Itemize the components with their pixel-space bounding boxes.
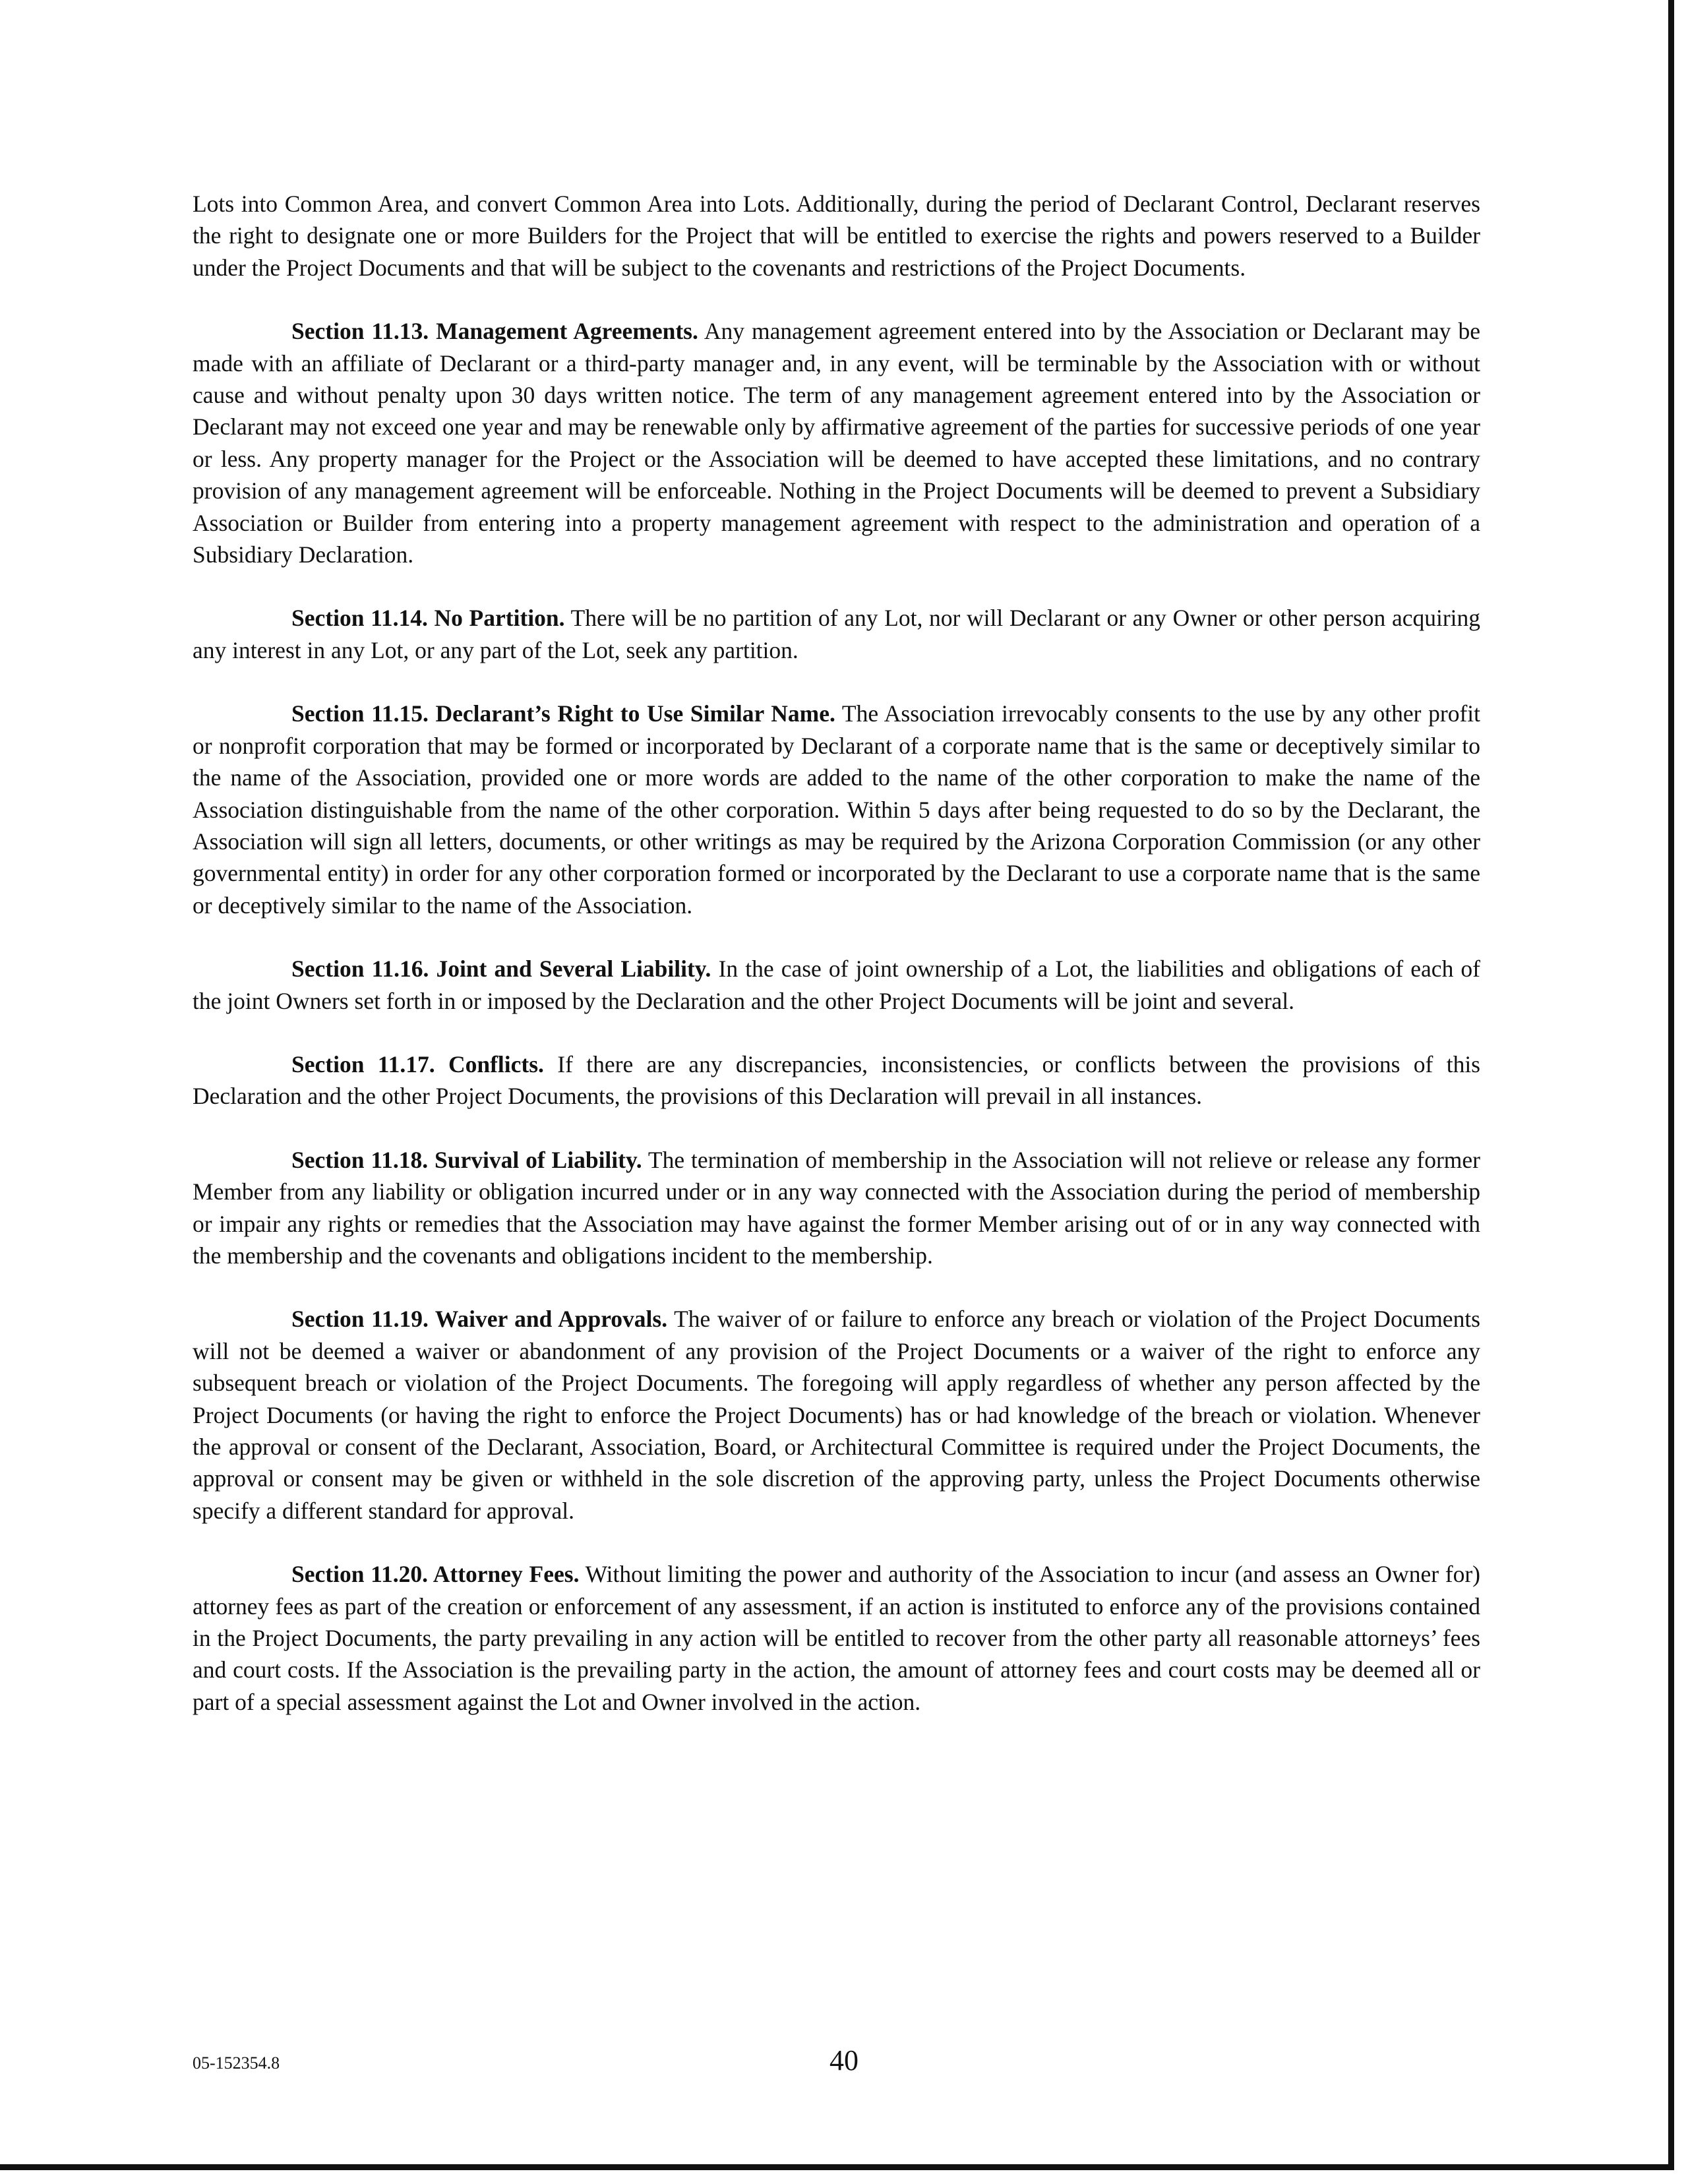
section-heading: Section 11.17. Conflicts. <box>291 1050 544 1077</box>
document-body <box>193 188 1480 1749</box>
section-text: Any management agreement entered into by the Association or Declarant may be made with an affiliate of Declarant or a third-party manager and, in any event, will be terminable by the Association with or without cause and without penalty upon 30 days written notice. The term of any management agreement entered into by the Association or Declarant may not exceed one year and may be renewable only by affirmative agreement of the parties for successive periods of one year or less. Any property manager for the Project or the Association will be deemed to have accepted these limitations, and no contrary provision of any management agreement will be enforceable. Nothing in the Project Documents will be deemed to prevent a Subsidiary Association or Builder from entering into a property management agreement with respect to the administration and operation of a Subsidiary Declaration. <box>193 318 1480 568</box>
section-text: There will be no partition of any Lot, nor will Declarant or any Owner or other person acquiring any interest in any Lot, or any part of the Lot, seek any partition. <box>193 605 1480 663</box>
section-heading: Section 11.20. Attorney Fees. <box>291 1561 580 1588</box>
page-number: 40 <box>829 2044 859 2077</box>
section-11-15 <box>193 698 1480 921</box>
section-text: Without limiting the power and authority of the Association to incur (and assess an Owner for) attorney fees as part of the creation or enforcement of any assessment, if an action is instituted to enforce any of the provisions contained in the Project Documents, the party prevailing in any action will be entitled to recover from the other party all reasonable attorneys’ fees and court costs. If the Association is the prevailing party in the action, the amount of attorney fees and court costs may be deemed all or part of a special assessment against the Lot and Owner involved in the action. <box>193 1561 1480 1715</box>
section-11-20 <box>193 1558 1480 1718</box>
section-text: The waiver of or failure to enforce any breach or violation of the Project Documents will not be deemed a waiver or abandonment of any provision of the Project Documents or a waiver of the right to enforce any subsequent breach or violation of the Project Documents. The foregoing will apply regardless of whether any person affected by the Project Documents (or having the right to enforce the Project Documents) has or had knowledge of the breach or violation. Whenever the approval or consent of the Declarant, Association, Board, or Architectural Committee is required under the Project Documents, the approval or consent may be given or withheld in the sole discretion of the approving party, unless the Project Documents otherwise specify a different standard for approval. <box>193 1306 1480 1524</box>
section-text: The termination of membership in the Association will not relieve or release any former Member from any liability or obligation incurred under or in any way connected with the Association during the period of membership or impair any rights or remedies that the Association may have against the former Member arising out of or in any way connected with the membership and the covenants and obligations incident to the membership. <box>193 1146 1480 1269</box>
section-11-18 <box>193 1144 1480 1272</box>
section-heading: Section 11.14. No Partition. <box>291 605 565 632</box>
section-11-16 <box>193 953 1480 1017</box>
section-heading: Section 11.15. Declarant’s Right to Use Similar Name. <box>291 700 835 727</box>
section-text: In the case of joint ownership of a Lot, the liabilities and obligations of each of the joint Owners set forth in or imposed by the Declaration and the other Project Documents will be joint and several. <box>193 956 1481 1014</box>
opening-paragraph: Lots into Common Area, and convert Common Area into Lots. Additionally, during the period of Declarant Control, Declarant reserves the right to designate one or more Builders for the Project that will be entitled to exercise the rights and powers reserved to a Builder under the Project Documents and that will be subject to the covenants and restrictions of the Project Documents. <box>193 191 1480 281</box>
section-text: If there are any discrepancies, inconsistencies, or conflicts between the provisions of this Declaration and the other Project Documents, the provisions of this Declaration will prevail in all instances. <box>193 1050 1480 1110</box>
document-code: 05-152354.8 <box>193 2053 280 2073</box>
section-11-17 <box>193 1048 1480 1112</box>
section-text: The Association irrevocably consents to the use by any other profit or nonprofit corporation that may be formed or incorporated by Declarant of a corporate name that is the same or deceptively similar to the name of the Association, provided one or more words are added to the name of the other corporation to make the name of the Association distinguishable from the name of the other corporation. Within 5 days after being requested to do so by the Declarant, the Association will sign all letters, documents, or other writings as may be required by the Arizona Corporation Commission (or any other governmental entity) in order for any other corporation formed or incorporated by the Declarant to use a corporate name that is the same or deceptively similar to the name of the Association. <box>193 700 1481 919</box>
scan-border-bottom <box>0 2164 1674 2170</box>
scan-border-right <box>1668 0 1674 2169</box>
section-heading: Section 11.16. Joint and Several Liability. <box>291 956 711 983</box>
section-heading: Section 11.13. Management Agreements. <box>291 318 698 345</box>
section-11-14 <box>193 602 1480 666</box>
section-heading: Section 11.18. Survival of Liability. <box>291 1146 642 1173</box>
section-11-13 <box>193 315 1480 570</box>
section-heading: Section 11.19. Waiver and Approvals. <box>291 1306 668 1333</box>
section-11-19 <box>193 1303 1480 1527</box>
